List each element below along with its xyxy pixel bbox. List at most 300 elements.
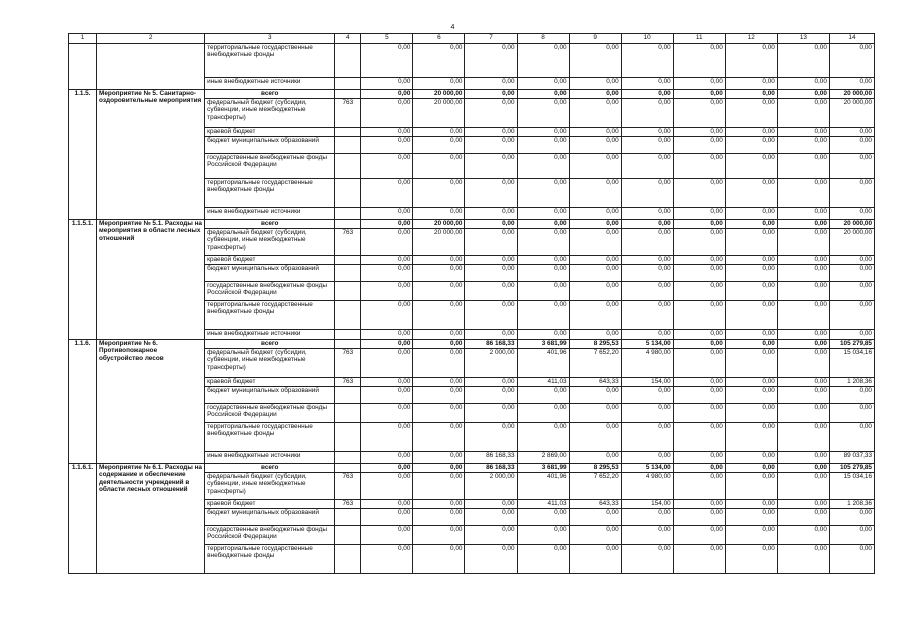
amount-cell: 0,00 [413,301,465,330]
funding-source-cell: бюджет муниципальных образований [205,509,335,526]
amount-cell: 0,00 [465,330,517,340]
amount-cell: 0,00 [725,220,777,229]
amount-cell: 0,00 [413,340,465,349]
amount-cell: 15 034,16 [829,473,874,500]
amount-cell: 0,00 [725,423,777,452]
budget-code-cell [335,154,361,179]
column-header: 9 [569,34,621,44]
amount-cell: 0,00 [673,282,725,301]
amount-cell: 0,00 [777,128,829,137]
budget-code-cell [335,128,361,137]
amount-cell: 0,00 [361,256,413,265]
amount-cell: 0,00 [777,265,829,282]
funding-source-cell: иные внебюджетные источники [205,452,335,464]
amount-cell: 0,00 [829,78,874,90]
amount-cell: 0,00 [725,128,777,137]
amount-cell: 0,00 [673,340,725,349]
budget-code-cell [335,220,361,229]
amount-cell: 0,00 [673,44,725,78]
item-title-cell: Мероприятие № 5. Санитарно-оздоровительные мероприятия [97,90,205,220]
amount-cell: 0,00 [725,349,777,378]
amount-cell: 20 000,00 [829,99,874,128]
amount-cell: 0,00 [569,545,621,574]
amount-cell: 0,00 [413,464,465,473]
amount-cell: 0,00 [777,378,829,387]
amount-cell: 0,00 [673,349,725,378]
amount-cell: 20 000,00 [413,220,465,229]
amount-cell: 0,00 [621,78,673,90]
funding-source-cell: территориальные государственные внебюджетные фонды [205,44,335,78]
amount-cell: 0,00 [569,330,621,340]
amount-cell: 0,00 [569,90,621,99]
amount-cell: 0,00 [777,90,829,99]
amount-cell: 0,00 [517,78,569,90]
amount-cell: 0,00 [569,265,621,282]
amount-cell: 0,00 [725,545,777,574]
amount-cell: 0,00 [517,387,569,404]
column-header: 5 [361,34,413,44]
amount-cell: 0,00 [777,256,829,265]
item-number-cell: 1.1.5. [69,90,97,220]
amount-cell: 0,00 [777,220,829,229]
funding-source-cell: краевой бюджет [205,500,335,509]
amount-cell: 0,00 [673,99,725,128]
amount-cell: 0,00 [829,208,874,220]
amount-cell: 0,00 [621,526,673,545]
amount-cell: 0,00 [777,509,829,526]
amount-cell: 154,00 [621,500,673,509]
budget-code-cell: 763 [335,500,361,509]
amount-cell: 0,00 [465,265,517,282]
budget-code-cell: 763 [335,99,361,128]
budget-code-cell [335,387,361,404]
amount-cell: 0,00 [413,500,465,509]
funding-source-cell: государственные внебюджетные фонды Российской Федерации [205,282,335,301]
amount-cell: 0,00 [829,526,874,545]
column-number-row [69,34,875,44]
amount-cell: 0,00 [725,509,777,526]
amount-cell: 0,00 [673,256,725,265]
amount-cell: 0,00 [517,265,569,282]
amount-cell: 0,00 [621,387,673,404]
amount-cell: 0,00 [517,137,569,154]
amount-cell: 0,00 [673,265,725,282]
amount-cell: 0,00 [829,301,874,330]
total-row [69,90,875,99]
funding-source-cell: государственные внебюджетные фонды Российской Федерации [205,404,335,423]
funding-source-cell: территориальные государственные внебюджетные фонды [205,301,335,330]
amount-cell: 0,00 [465,179,517,208]
amount-cell: 0,00 [465,99,517,128]
amount-cell: 0,00 [569,387,621,404]
amount-cell: 0,00 [621,208,673,220]
amount-cell: 0,00 [829,330,874,340]
amount-cell: 0,00 [361,179,413,208]
amount-cell: 20 000,00 [829,220,874,229]
amount-cell: 0,00 [621,137,673,154]
amount-cell: 0,00 [673,154,725,179]
amount-cell: 401,96 [517,349,569,378]
amount-cell: 0,00 [673,128,725,137]
amount-cell: 0,00 [725,265,777,282]
amount-cell: 7 652,20 [569,349,621,378]
amount-cell: 0,00 [621,256,673,265]
funding-source-cell: всего [205,464,335,473]
amount-cell: 0,00 [465,404,517,423]
budget-code-cell [335,265,361,282]
amount-cell: 20 000,00 [829,229,874,256]
amount-cell: 0,00 [361,378,413,387]
amount-cell: 0,00 [465,500,517,509]
amount-cell: 0,00 [829,179,874,208]
amount-cell: 0,00 [517,545,569,574]
amount-cell: 0,00 [465,378,517,387]
amount-cell: 0,00 [725,301,777,330]
amount-cell: 0,00 [413,387,465,404]
item-title-cell: Мероприятие № 6. Противопожарное обустройство лесов [97,340,205,464]
amount-cell: 0,00 [569,208,621,220]
amount-cell: 0,00 [777,526,829,545]
amount-cell: 0,00 [673,78,725,90]
budget-code-cell [335,423,361,452]
amount-cell: 0,00 [777,464,829,473]
funding-source-cell: территориальные государственные внебюджетные фонды [205,423,335,452]
column-header: 10 [621,34,673,44]
amount-cell: 0,00 [725,256,777,265]
amount-cell: 0,00 [725,208,777,220]
amount-cell: 0,00 [673,179,725,208]
amount-cell: 7 652,20 [569,473,621,500]
amount-cell: 0,00 [621,301,673,330]
amount-cell: 0,00 [725,526,777,545]
total-row [69,220,875,229]
budget-code-cell [335,44,361,78]
amount-cell: 0,00 [361,464,413,473]
funding-source-cell: государственные внебюджетные фонды Российской Федерации [205,154,335,179]
funding-source-cell: иные внебюджетные источники [205,78,335,90]
amount-cell: 0,00 [621,179,673,208]
amount-cell: 0,00 [413,509,465,526]
amount-cell: 0,00 [465,229,517,256]
amount-cell: 0,00 [361,404,413,423]
amount-cell: 0,00 [361,423,413,452]
amount-cell: 0,00 [621,265,673,282]
amount-cell: 0,00 [673,452,725,464]
amount-cell: 0,00 [413,473,465,500]
budget-code-cell: 763 [335,378,361,387]
amount-cell: 0,00 [361,229,413,256]
amount-cell: 0,00 [465,44,517,78]
amount-cell: 0,00 [673,90,725,99]
total-row [69,464,875,473]
item-number-cell: 1.1.5.1. [69,220,97,340]
funding-source-cell: территориальные государственные внебюджетные фонды [205,179,335,208]
item-title-cell: Мероприятие № 6.1. Расходы на содержание и обеспечение деятельности учреждений в области лесных отношений [97,464,205,574]
amount-cell: 0,00 [777,473,829,500]
amount-cell: 0,00 [777,330,829,340]
budget-code-cell [335,404,361,423]
funding-source-cell: всего [205,90,335,99]
amount-cell: 0,00 [829,404,874,423]
amount-cell: 0,00 [621,545,673,574]
funding-source-cell: краевой бюджет [205,378,335,387]
amount-cell: 0,00 [777,301,829,330]
amount-cell: 3 681,99 [517,340,569,349]
amount-cell: 0,00 [361,137,413,154]
amount-cell: 0,00 [829,137,874,154]
funding-source-cell: краевой бюджет [205,128,335,137]
amount-cell: 0,00 [673,509,725,526]
amount-cell: 15 034,16 [829,349,874,378]
amount-cell: 0,00 [361,282,413,301]
funding-source-cell: федеральный бюджет (субсидии, субвенции, иные межбюджетные трансферты) [205,473,335,500]
column-header: 14 [829,34,874,44]
total-row [69,340,875,349]
amount-cell: 4 980,00 [621,473,673,500]
amount-cell: 0,00 [569,44,621,78]
amount-cell: 0,00 [465,90,517,99]
amount-cell: 0,00 [465,78,517,90]
amount-cell: 0,00 [569,423,621,452]
funding-source-cell: всего [205,340,335,349]
column-header: 11 [673,34,725,44]
amount-cell: 0,00 [673,378,725,387]
amount-cell: 0,00 [413,128,465,137]
budget-table [68,33,875,574]
amount-cell: 0,00 [673,220,725,229]
budget-code-cell [335,509,361,526]
amount-cell: 0,00 [569,78,621,90]
amount-cell: 0,00 [413,423,465,452]
funding-source-cell: территориальные государственные внебюджетные фонды [205,545,335,574]
amount-cell: 20 000,00 [829,90,874,99]
amount-cell: 2 000,00 [465,473,517,500]
amount-cell: 0,00 [777,229,829,256]
amount-cell: 8 295,53 [569,464,621,473]
amount-cell: 0,00 [465,208,517,220]
table-body [69,44,875,574]
amount-cell: 0,00 [569,301,621,330]
amount-cell: 411,03 [517,378,569,387]
amount-cell: 0,00 [413,78,465,90]
amount-cell: 0,00 [517,423,569,452]
item-title-cell: Мероприятие № 5.1. Расходы на мероприятия в области лесных отношений [97,220,205,340]
item-number-cell: 1.1.6. [69,340,97,464]
amount-cell: 86 168,33 [465,452,517,464]
amount-cell: 0,00 [829,44,874,78]
funding-source-cell: краевой бюджет [205,256,335,265]
amount-cell: 643,33 [569,500,621,509]
amount-cell: 0,00 [621,452,673,464]
budget-code-cell: 763 [335,473,361,500]
amount-cell: 0,00 [465,526,517,545]
funding-source-cell: иные внебюджетные источники [205,330,335,340]
amount-cell: 0,00 [777,452,829,464]
amount-cell: 0,00 [517,99,569,128]
amount-cell: 0,00 [465,301,517,330]
amount-cell: 1 208,36 [829,500,874,509]
amount-cell: 3 681,99 [517,464,569,473]
amount-cell: 0,00 [673,229,725,256]
amount-cell: 20 000,00 [413,229,465,256]
amount-cell: 0,00 [725,340,777,349]
amount-cell: 643,33 [569,378,621,387]
amount-cell: 0,00 [673,464,725,473]
amount-cell: 0,00 [829,265,874,282]
amount-cell: 0,00 [517,44,569,78]
amount-cell: 0,00 [621,154,673,179]
funding-source-cell: федеральный бюджет (субсидии, субвенции, иные межбюджетные трансферты) [205,229,335,256]
amount-cell: 0,00 [777,500,829,509]
amount-cell: 0,00 [725,452,777,464]
amount-cell: 0,00 [673,473,725,500]
funding-source-cell: бюджет муниципальных образований [205,265,335,282]
amount-cell: 0,00 [829,128,874,137]
column-header: 8 [517,34,569,44]
amount-cell: 0,00 [413,349,465,378]
amount-cell: 0,00 [673,423,725,452]
amount-cell: 0,00 [413,404,465,423]
amount-cell: 0,00 [725,44,777,78]
amount-cell: 0,00 [361,99,413,128]
amount-cell: 0,00 [621,423,673,452]
amount-cell: 0,00 [569,99,621,128]
amount-cell: 0,00 [673,330,725,340]
amount-cell: 0,00 [413,452,465,464]
amount-cell: 0,00 [569,526,621,545]
budget-code-cell [335,301,361,330]
amount-cell: 0,00 [725,473,777,500]
budget-code-cell [335,208,361,220]
amount-cell: 0,00 [361,473,413,500]
amount-cell: 0,00 [517,256,569,265]
amount-cell: 0,00 [569,220,621,229]
amount-cell: 0,00 [569,256,621,265]
amount-cell: 0,00 [413,137,465,154]
amount-cell: 0,00 [361,301,413,330]
amount-cell: 0,00 [829,256,874,265]
amount-cell: 0,00 [725,282,777,301]
amount-cell: 0,00 [725,78,777,90]
amount-cell: 0,00 [621,44,673,78]
amount-cell: 0,00 [361,44,413,78]
amount-cell: 0,00 [361,208,413,220]
amount-cell: 0,00 [777,423,829,452]
amount-cell: 0,00 [569,282,621,301]
budget-code-cell [335,464,361,473]
amount-cell: 0,00 [725,90,777,99]
amount-cell: 0,00 [777,340,829,349]
amount-cell: 4 980,00 [621,349,673,378]
amount-cell: 0,00 [465,256,517,265]
amount-cell: 0,00 [725,404,777,423]
column-header: 2 [97,34,205,44]
budget-code-cell [335,78,361,90]
amount-cell: 0,00 [517,208,569,220]
amount-cell: 0,00 [413,154,465,179]
amount-cell: 0,00 [829,154,874,179]
amount-cell: 0,00 [413,282,465,301]
page-number: 4 [450,24,455,31]
funding-source-cell: всего [205,220,335,229]
amount-cell: 0,00 [517,220,569,229]
amount-cell: 0,00 [465,282,517,301]
budget-code-cell: 763 [335,349,361,378]
amount-cell: 2 000,00 [465,349,517,378]
amount-cell: 411,03 [517,500,569,509]
amount-cell: 0,00 [413,526,465,545]
amount-cell: 0,00 [621,220,673,229]
amount-cell: 0,00 [725,330,777,340]
amount-cell: 0,00 [569,509,621,526]
amount-cell: 0,00 [569,229,621,256]
column-header: 13 [777,34,829,44]
amount-cell: 20 000,00 [413,99,465,128]
amount-cell: 0,00 [777,404,829,423]
amount-cell: 0,00 [725,464,777,473]
amount-cell: 0,00 [361,154,413,179]
budget-code-cell [335,340,361,349]
amount-cell: 0,00 [725,500,777,509]
budget-code-cell [335,452,361,464]
amount-cell: 5 134,00 [621,340,673,349]
amount-cell: 0,00 [777,545,829,574]
amount-cell: 0,00 [517,526,569,545]
amount-cell: 0,00 [777,154,829,179]
amount-cell: 0,00 [621,128,673,137]
amount-cell: 0,00 [621,90,673,99]
amount-cell: 154,00 [621,378,673,387]
amount-cell: 0,00 [673,137,725,154]
amount-cell: 105 279,85 [829,464,874,473]
amount-cell: 0,00 [725,387,777,404]
amount-cell: 0,00 [569,128,621,137]
amount-cell: 0,00 [465,137,517,154]
amount-cell: 0,00 [517,330,569,340]
amount-cell: 0,00 [361,349,413,378]
amount-cell: 1 208,36 [829,378,874,387]
amount-cell: 0,00 [777,137,829,154]
amount-cell: 0,00 [777,99,829,128]
amount-cell: 0,00 [413,545,465,574]
amount-cell: 0,00 [517,301,569,330]
budget-code-cell [335,545,361,574]
funding-source-cell: бюджет муниципальных образований [205,137,335,154]
amount-cell: 0,00 [829,387,874,404]
column-header: 4 [335,34,361,44]
amount-cell: 0,00 [673,545,725,574]
amount-cell: 0,00 [517,90,569,99]
amount-cell: 0,00 [673,301,725,330]
amount-cell: 0,00 [465,154,517,179]
amount-cell: 0,00 [413,265,465,282]
amount-cell: 0,00 [621,282,673,301]
amount-cell: 0,00 [361,526,413,545]
amount-cell: 0,00 [725,99,777,128]
budget-code-cell [335,330,361,340]
budget-code-cell [335,137,361,154]
amount-cell: 0,00 [361,78,413,90]
amount-cell: 0,00 [777,44,829,78]
amount-cell: 0,00 [517,282,569,301]
amount-cell: 89 037,33 [829,452,874,464]
amount-cell: 0,00 [621,509,673,526]
amount-cell: 5 134,00 [621,464,673,473]
amount-cell: 86 168,33 [465,464,517,473]
item-number-cell [69,44,97,90]
amount-cell: 0,00 [361,509,413,526]
amount-cell: 0,00 [673,387,725,404]
